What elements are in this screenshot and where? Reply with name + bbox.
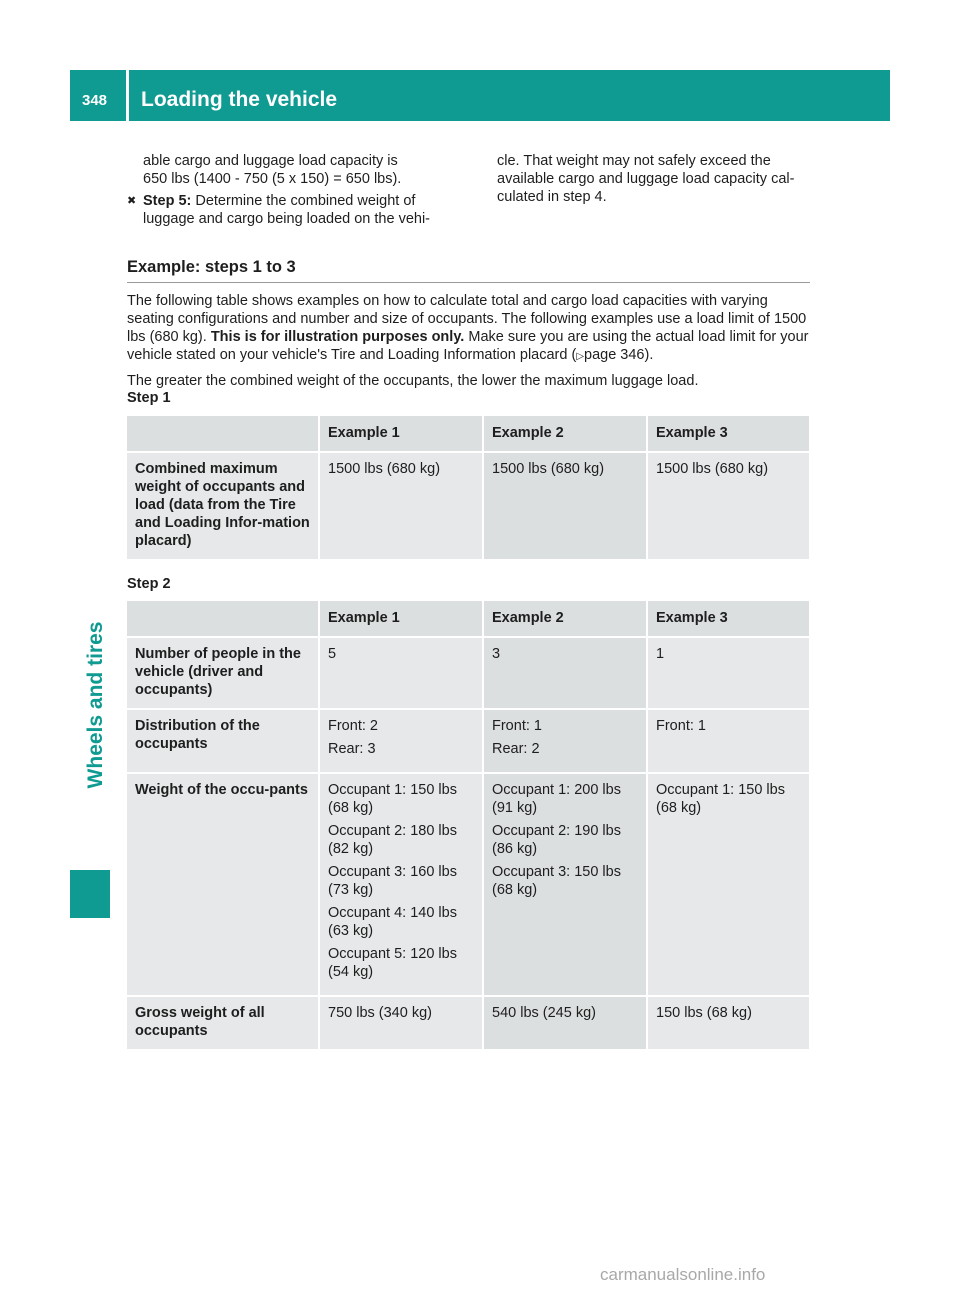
table-row bbox=[127, 997, 811, 1051]
page-ref-triangle-icon: ▷ bbox=[576, 351, 585, 362]
cell-text: 1500 lbs (680 kg) bbox=[656, 461, 769, 477]
intro-left-column bbox=[127, 152, 463, 228]
column-header-example-2: Example 2 bbox=[484, 416, 648, 453]
step2-label: Step 2 bbox=[127, 576, 171, 592]
intro-text-line: able cargo and luggage load capacity is bbox=[143, 153, 398, 169]
table-cell bbox=[484, 453, 648, 561]
cell-text: Rear: 2 bbox=[492, 741, 540, 757]
row-header: Number of people in the vehicle (driver and occupants) bbox=[127, 638, 320, 710]
arrow-bullet-icon: ✖ bbox=[127, 195, 137, 207]
chapter-marker bbox=[70, 870, 110, 918]
header-divider bbox=[126, 70, 129, 121]
step5-text-cont: luggage and cargo being loaded on the vehi- bbox=[143, 211, 431, 227]
table-cell bbox=[320, 997, 484, 1051]
table-cell bbox=[648, 638, 811, 710]
step1-label: Step 1 bbox=[127, 390, 171, 406]
cell-text: Occupant 3: 150 lbs (68 kg) bbox=[492, 864, 621, 898]
section-body bbox=[127, 292, 811, 396]
step5-label: Step 5: bbox=[143, 193, 192, 209]
table-cell bbox=[484, 710, 648, 774]
cell-text: Front: 1 bbox=[656, 718, 706, 734]
cell-text: Occupant 1: 150 lbs (68 kg) bbox=[656, 782, 785, 816]
table-cell bbox=[484, 638, 648, 710]
step5-bullet bbox=[127, 192, 463, 228]
cell-text: Occupant 1: 200 lbs (91 kg) bbox=[492, 782, 621, 816]
cell-text: 540 lbs (245 kg) bbox=[492, 1005, 596, 1021]
body-paragraph: The greater the combined weight of the occupants, the lower the maximum luggage load. bbox=[127, 373, 699, 389]
cell-text: Occupant 3: 160 lbs (73 kg) bbox=[328, 864, 457, 898]
cell-text: Rear: 3 bbox=[328, 741, 376, 757]
table-cell bbox=[320, 710, 484, 774]
cell-text: Occupant 5: 120 lbs (54 kg) bbox=[328, 946, 457, 980]
cell-text: 750 lbs (340 kg) bbox=[328, 1005, 432, 1021]
intro-text-line: 650 lbs (1400 - 750 (5 x 150) = 650 lbs). bbox=[143, 171, 402, 187]
step1-table bbox=[127, 416, 811, 561]
cell-text: Occupant 4: 140 lbs (63 kg) bbox=[328, 905, 457, 939]
cell-text: Occupant 1: 150 lbs (68 kg) bbox=[328, 782, 457, 816]
column-header-example-1: Example 1 bbox=[320, 416, 484, 453]
table-header-row bbox=[127, 416, 811, 453]
table-cell bbox=[648, 453, 811, 561]
table-cell bbox=[484, 774, 648, 997]
column-header-example-3: Example 3 bbox=[648, 601, 811, 638]
body-paragraph: The following table shows examples on how to calculate total and cargo load capacities with varying seating configurations and number and size of occupants. The following examples use a load limit of 1500 lbs (680 kg). This is for illustration purposes only. Make sure you are using the actual load limit for your vehicle stated on your vehicle's Tire and Loading Information placard (▷page 346). bbox=[127, 293, 809, 363]
table-header-row bbox=[127, 601, 811, 638]
table-cell bbox=[320, 774, 484, 997]
row-header: Gross weight of all occupants bbox=[127, 997, 320, 1051]
cell-text: Front: 1 bbox=[492, 718, 542, 734]
chapter-tab-label: Wheels and tires bbox=[84, 621, 107, 789]
table-row bbox=[127, 710, 811, 774]
cell-text: 3 bbox=[492, 646, 501, 662]
step2-table bbox=[127, 601, 811, 1051]
cell-text: Occupant 2: 180 lbs (82 kg) bbox=[328, 823, 457, 857]
table-row bbox=[127, 453, 811, 561]
cell-text: 5 bbox=[328, 646, 337, 662]
intro-right-column bbox=[497, 152, 817, 206]
row-header: Distribution of the occupants bbox=[127, 710, 320, 774]
intro-text-line: culated in step 4. bbox=[497, 189, 607, 205]
cell-text: Front: 2 bbox=[328, 718, 378, 734]
cell-text: 1500 lbs (680 kg) bbox=[492, 461, 605, 477]
table-cell bbox=[648, 710, 811, 774]
cell-text: 1500 lbs (680 kg) bbox=[328, 461, 441, 477]
step5-text: Determine the combined weight of bbox=[191, 193, 416, 209]
page-reference-link[interactable]: page 346 bbox=[584, 347, 645, 363]
table-row bbox=[127, 638, 811, 710]
page-title: Loading the vehicle bbox=[141, 88, 338, 111]
row-header: Combined maximum weight of occupants and load (data from the Tire and Loading Infor-mation placard) bbox=[127, 453, 320, 561]
section-heading: Example: steps 1 to 3 bbox=[127, 256, 810, 283]
table-cell bbox=[484, 997, 648, 1051]
column-header-example-1: Example 1 bbox=[320, 601, 484, 638]
cell-text: 150 lbs (68 kg) bbox=[656, 1005, 752, 1021]
table-cell bbox=[648, 997, 811, 1051]
table-corner-cell bbox=[127, 601, 320, 638]
table-cell bbox=[648, 774, 811, 997]
cell-text: Occupant 2: 190 lbs (86 kg) bbox=[492, 823, 621, 857]
watermark: carmanualsonline.info bbox=[600, 1265, 766, 1284]
table-corner-cell bbox=[127, 416, 320, 453]
table-row bbox=[127, 774, 811, 997]
table-cell bbox=[320, 638, 484, 710]
column-header-example-2: Example 2 bbox=[484, 601, 648, 638]
table-cell bbox=[320, 453, 484, 561]
cell-text: 1 bbox=[656, 646, 665, 662]
intro-text-line: available cargo and luggage load capacity cal- bbox=[497, 171, 795, 187]
body-emphasis: This is for illustration purposes only. bbox=[210, 329, 465, 345]
column-header-example-3: Example 3 bbox=[648, 416, 811, 453]
chapter-tab bbox=[70, 540, 110, 870]
intro-text-line: cle. That weight may not safely exceed the bbox=[497, 153, 771, 169]
row-header: Weight of the occu-pants bbox=[127, 774, 320, 997]
page-number: 348 bbox=[82, 92, 108, 109]
